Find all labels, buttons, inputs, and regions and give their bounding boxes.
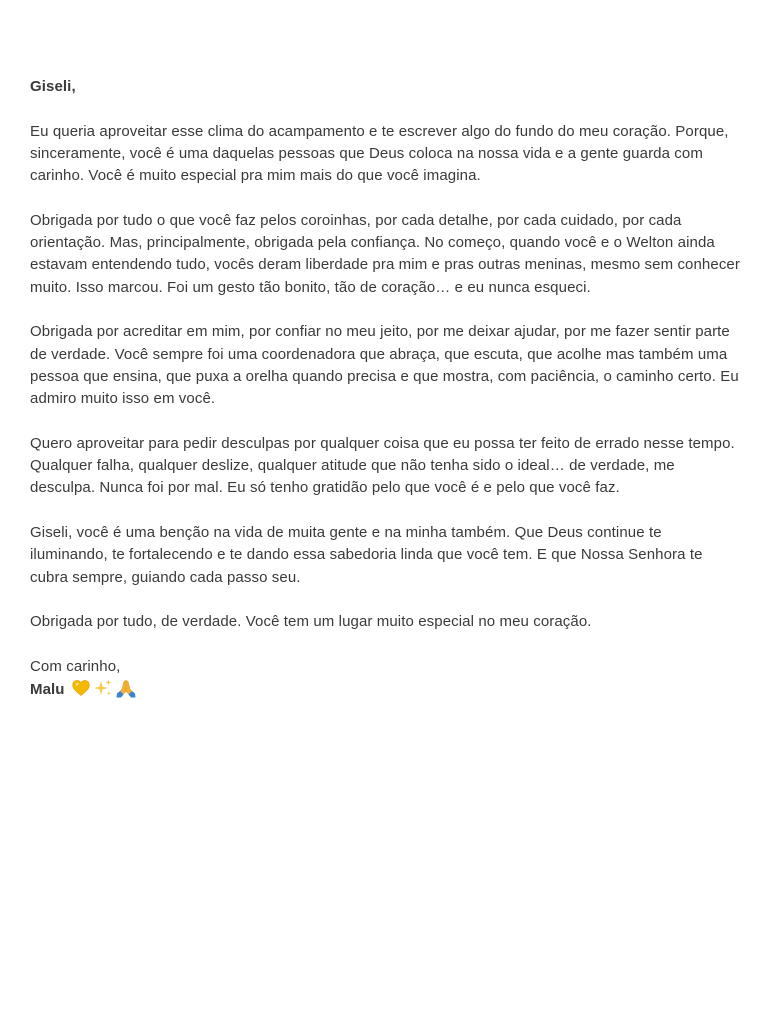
greeting: Giseli,: [30, 78, 76, 95]
paragraph-3: Obrigada por acreditar em mim, por confiar no meu jeito, por me deixar ajudar, por me fazer sentir parte de verdade. Você sempre foi uma coordenadora que abraça, que escuta, que acolhe mas também uma pessoa que ensina, que puxa a orelha quando precisa e que mostra, com paciência, o caminho certo. Eu admiro muito isso em você.: [30, 323, 739, 408]
paragraph-4: Quero aproveitar para pedir desculpas por qualquer coisa que eu possa ter feito de errado nesse tempo. Qualquer falha, qualquer deslize, qualquer atitude que não tenha sido o ideal… de verdade, me desculpa. Nunca foi por mal. Eu só tenho gratidão pelo que você é e pelo que você faz.: [30, 434, 735, 497]
paragraph-2: Obrigada por tudo o que você faz pelos coroinhas, por cada detalhe, por cada cuidado, por cada orientação. Mas, principalmente, obrigada pela confiança. No começo, quando você e o Welton ainda estavam entendendo tudo, vocês deram liberdade pra mim e pras outras meninas, mesmo sem conhecer muito. Isso marcou. Foi um gesto tão bonito, tão de coração… e eu nunca esqueci.: [30, 211, 740, 296]
yellow-heart-icon: [71, 678, 91, 698]
paragraph-1: Eu queria aproveitar esse clima do acampamento e te escrever algo do fundo do meu coração. Porque, sinceramente, você é uma daquelas pessoas que Deus coloca na nossa vida e a gente guarda com carinho. Você é muito especial pra mim mais do que você imagina.: [30, 122, 729, 185]
folded-hands-icon: [115, 678, 135, 698]
closing: Com carinho,: [30, 657, 121, 675]
signature-line: [30, 678, 742, 701]
sparkles-icon: [93, 678, 113, 698]
letter-body: [30, 76, 742, 701]
paragraph-6: Obrigada por tudo, de verdade. Você tem um lugar muito especial no meu coração.: [30, 613, 592, 631]
paragraph-5: Giseli, você é uma benção na vida de muita gente e na minha também. Que Deus continue te iluminando, te fortalecendo e te dando essa sabedoria linda que você tem. E que Nossa Senhora te cubra sempre, guiando cada passo seu.: [30, 523, 703, 586]
signature-name: Malu: [30, 681, 65, 699]
